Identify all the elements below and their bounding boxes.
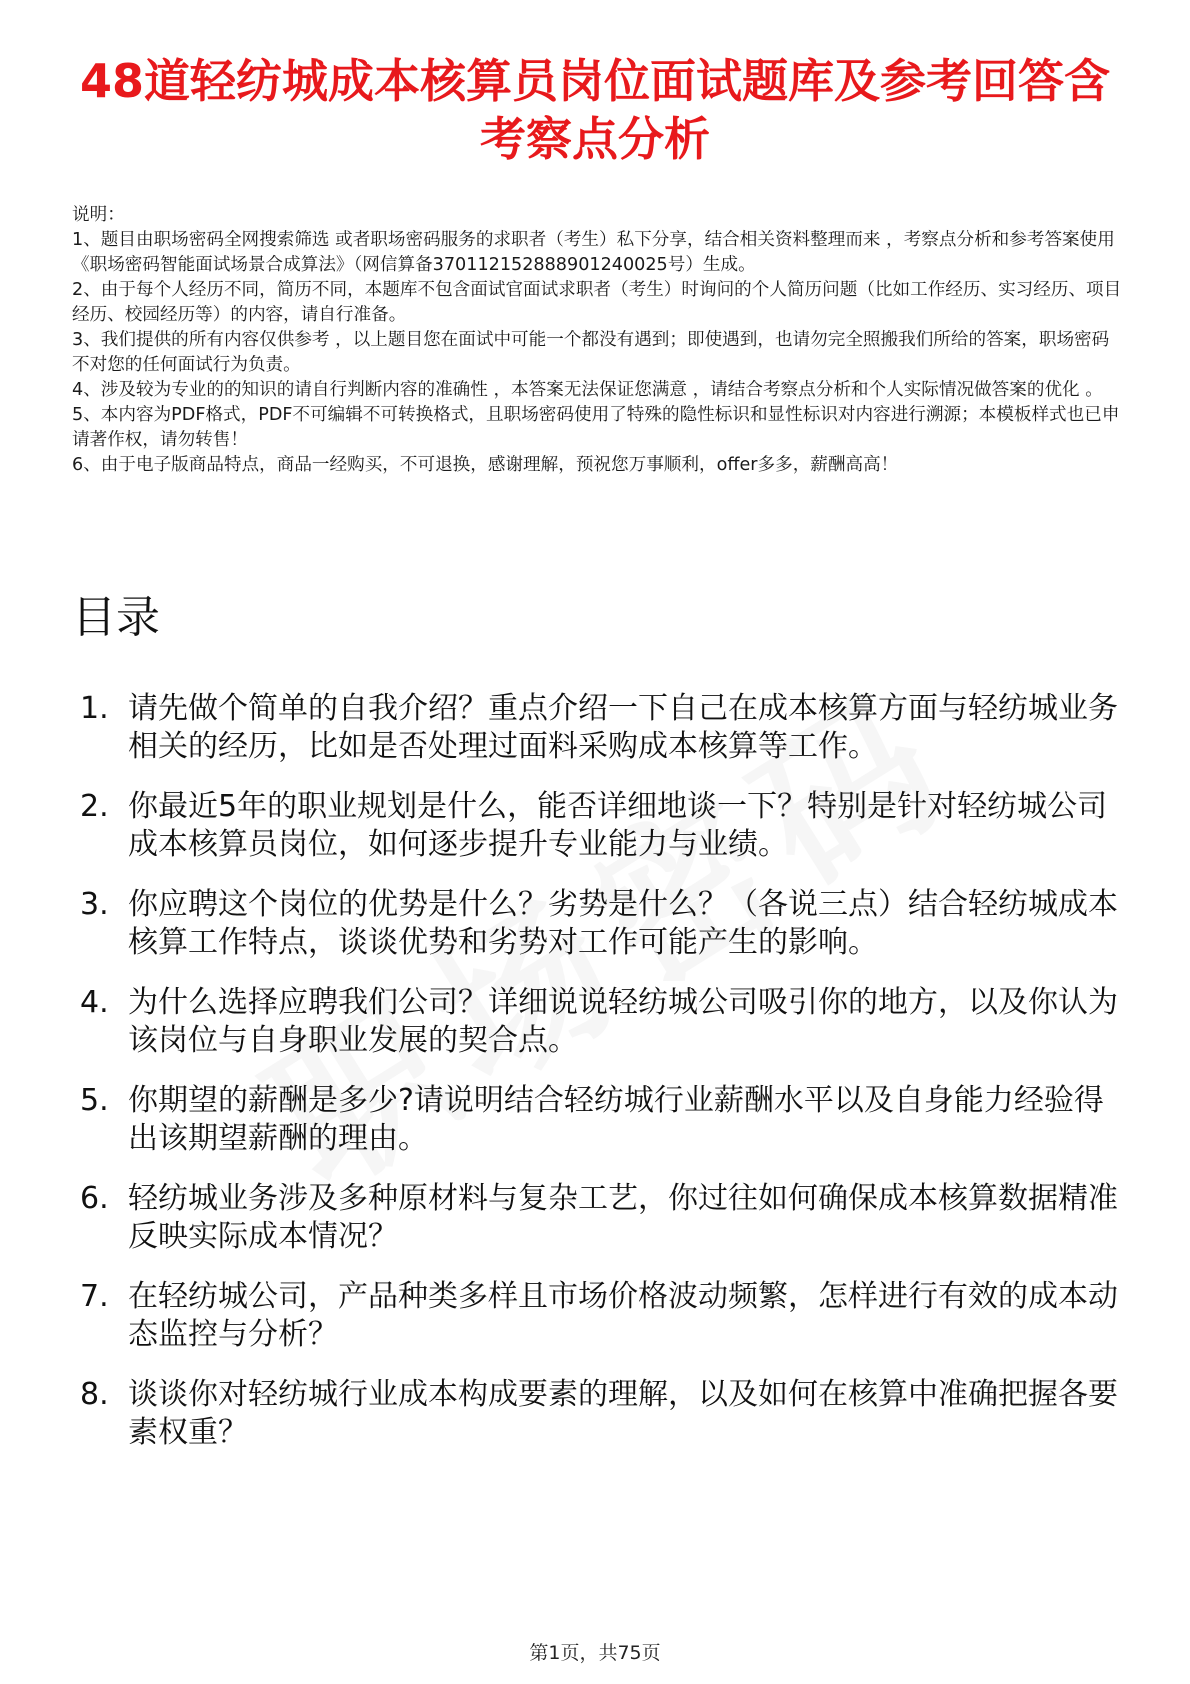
question-text: 为什么选择应聘我们公司？详细说说轻纺城公司吸引你的地方，以及你认为该岗位与自身职业发展的契合点。 [128, 985, 1118, 1058]
toc-heading: 目录 [72, 592, 160, 643]
question-number: 2. [80, 789, 109, 824]
question-number: 6. [80, 1181, 109, 1216]
question-text: 在轻纺城公司，产品种类多样且市场价格波动频繁，怎样进行有效的成本动态监控与分析？ [128, 1279, 1118, 1352]
question-text: 谈谈你对轻纺城行业成本构成要素的理解，以及如何在核算中准确把握各要素权重？ [128, 1377, 1118, 1450]
instruction-item: 4、涉及较为专业的的知识的请自行判断内容的准确性 ，本答案无法保证您满意 ，请结合考察点分析和个人实际情况做答案的优化 。 [72, 380, 1103, 400]
question-number: 7. [80, 1279, 109, 1314]
question-number: 8. [80, 1377, 109, 1412]
question-item [80, 1082, 1130, 1158]
question-text: 轻纺城业务涉及多种原材料与复杂工艺，你过往如何确保成本核算数据精准反映实际成本情况？ [128, 1181, 1118, 1254]
question-number: 3. [80, 887, 109, 922]
instructions-heading: 说明： [72, 205, 125, 225]
question-text: 你期望的薪酬是多少?请说明结合轻纺城行业薪酬水平以及自身能力经验得出该期望薪酬的理由。 [128, 1083, 1104, 1156]
question-item [80, 788, 1130, 864]
instruction-item: 3、我们提供的所有内容仅供参考 ，以上题目您在面试中可能一个都没有遇到；即使遇到，也请勿完全照搬我们所给的答案，职场密码不对您的任何面试行为负责。 [72, 330, 1110, 375]
question-number: 4. [80, 985, 109, 1020]
instruction-item: 2、由于每个人经历不同，简历不同，本题库不包含面试官面试求职者（考生）时询问的个人简历问题（比如工作经历、实习经历、项目经历、校园经历等）的内容，请自行准备。 [72, 280, 1122, 325]
question-item [80, 886, 1130, 962]
instructions-block [72, 203, 1122, 478]
page-footer: 第1页，共75页 [529, 1642, 661, 1664]
question-text: 你应聘这个岗位的优势是什么？劣势是什么？（各说三点）结合轻纺城成本核算工作特点，谈谈优势和劣势对工作可能产生的影响。 [128, 887, 1118, 960]
question-item [80, 1376, 1130, 1452]
question-item [80, 984, 1130, 1060]
question-item [80, 1180, 1130, 1256]
instruction-item: 5、本内容为PDF格式，PDF不可编辑不可转换格式，且职场密码使用了特殊的隐性标识和显性标识对内容进行溯源；本模板样式也已申请著作权，请勿转售！ [72, 405, 1120, 450]
question-text: 请先做个简单的自我介绍？重点介绍一下自己在成本核算方面与轻纺城业务相关的经历，比如是否处理过面料采购成本核算等工作。 [128, 691, 1118, 764]
instruction-item: 1、题目由职场密码全网搜索筛选 或者职场密码服务的求职者（考生）私下分享，结合相关资料整理而来 ，考察点分析和参考答案使用《职场密码智能面试场景合成算法》（网信算备370112152888901240025号）生成。 [72, 230, 1115, 275]
question-number: 1. [80, 691, 109, 726]
question-number: 5. [80, 1083, 109, 1118]
question-text: 你最近5年的职业规划是什么，能否详细地谈一下？特别是针对轻纺城公司成本核算员岗位，如何逐步提升专业能力与业绩。 [128, 789, 1108, 862]
question-item [80, 1278, 1130, 1354]
document-title: 48道轻纺城成本核算员岗位面试题库及参考回答含考察点分析 [79, 54, 1110, 166]
question-item [80, 690, 1130, 766]
instruction-item: 6、由于电子版商品特点，商品一经购买，不可退换，感谢理解，预祝您万事顺利，offer多多，薪酬高高！ [72, 455, 899, 475]
question-list [80, 690, 1130, 1452]
